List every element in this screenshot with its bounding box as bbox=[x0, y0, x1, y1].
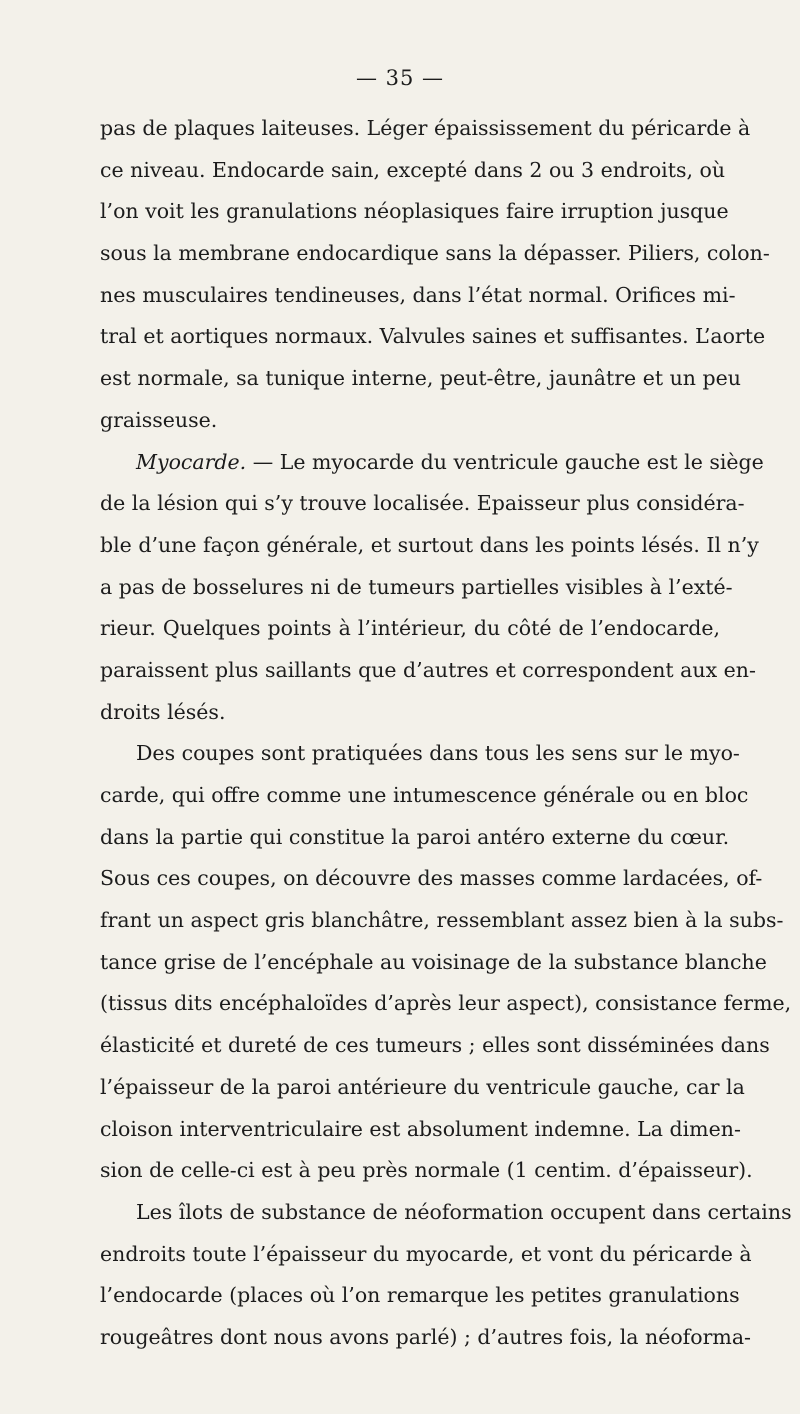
text-line: est normale, sa tunique interne, peut-être, jaunâtre et un peu bbox=[100, 366, 741, 391]
text-line: Myocarde. — Le myocarde du ventricule gauche est le siège bbox=[136, 449, 764, 474]
text-line: ce niveau. Endocarde sain, excepté dans 2 ou 3 endroits, où bbox=[100, 157, 726, 182]
text-line: tral et aortiques normaux. Valvules saines et suffisantes. L’aorte bbox=[100, 324, 766, 349]
text-line: rougeâtres dont nous avons parlé) ; d’autres fois, la néoforma- bbox=[100, 1324, 751, 1349]
section-heading: Myocarde. bbox=[136, 449, 247, 474]
text-line: tance grise de l’encéphale au voisinage de la substance blanche bbox=[100, 949, 767, 974]
text-line: de la lésion qui s’y trouve localisée. Epaisseur plus considéra- bbox=[100, 491, 745, 516]
text-line: nes musculaires tendineuses, dans l’état normal. Orifices mi- bbox=[100, 282, 736, 307]
text-line: Des coupes sont pratiquées dans tous les sens sur le myo- bbox=[136, 741, 740, 766]
text-line: pas de plaques laiteuses. Léger épaississement du péricarde à bbox=[100, 116, 751, 140]
text-line: sion de celle-ci est à peu près normale (1 centim. d’épaisseur). bbox=[100, 1158, 753, 1183]
text-line: élasticité et dureté de ces tumeurs ; elles sont disséminées dans bbox=[100, 1033, 770, 1058]
text-line: sous la membrane endocardique sans la dépasser. Piliers, colon- bbox=[100, 241, 770, 266]
text-line: endroits toute l’épaisseur du myocarde, et vont du péricarde à bbox=[100, 1241, 752, 1266]
text-line: a pas de bosselures ni de tumeurs partielles visibles à l’exté- bbox=[100, 574, 733, 599]
text-line: dans la partie qui constitue la paroi antéro externe du cœur. bbox=[100, 824, 730, 849]
text-line: ble d’une façon générale, et surtout dans les points lésés. Il n’y bbox=[100, 532, 759, 557]
text-line: rieur. Quelques points à l’intérieur, du côté de l’endocarde, bbox=[100, 616, 720, 641]
body-text bbox=[100, 108, 792, 1359]
page-number: — 35 — bbox=[355, 66, 445, 90]
text-line: (tissus dits encéphaloïdes d’après leur aspect), consistance ferme, bbox=[100, 991, 792, 1016]
text-line: l’endocarde (places où l’on remarque les petites granulations bbox=[100, 1283, 740, 1308]
text-line: Les îlots de substance de néoformation occupent dans certains bbox=[136, 1199, 792, 1224]
text-line: graisseuse. bbox=[100, 407, 218, 432]
text-line: l’on voit les granulations néoplasiques faire irruption jusque bbox=[100, 199, 729, 224]
text-line: cloison interventriculaire est absolument indemne. La dimen- bbox=[100, 1116, 741, 1141]
text-line: carde, qui offre comme une intumescence générale ou en bloc bbox=[100, 783, 749, 807]
text-line: droits lésés. bbox=[100, 699, 226, 724]
text-line: l’épaisseur de la paroi antérieure du ventricule gauche, car la bbox=[100, 1074, 745, 1099]
text-line: paraissent plus saillants que d’autres et correspondent aux en- bbox=[100, 657, 756, 682]
text-line: Sous ces coupes, on découvre des masses comme lardacées, of- bbox=[100, 866, 763, 891]
text-line: frant un aspect gris blanchâtre, ressemblant assez bien à la subs- bbox=[100, 908, 784, 933]
